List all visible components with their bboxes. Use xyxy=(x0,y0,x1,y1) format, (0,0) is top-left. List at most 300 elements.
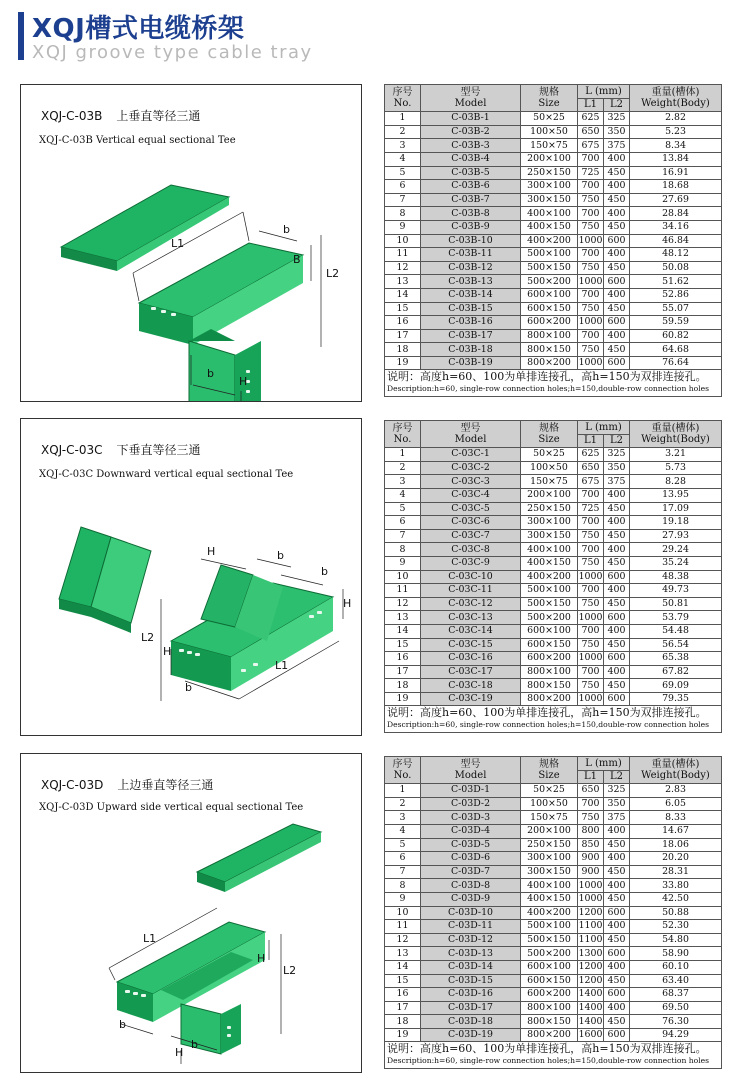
table-cell: 1400 xyxy=(578,988,603,1000)
table-cell: C-03D-4 xyxy=(421,824,521,838)
table-cell: 375 xyxy=(604,811,630,825)
table-row xyxy=(385,248,722,262)
table-cell: 900 xyxy=(578,852,604,866)
table-cell: C-03C-17 xyxy=(421,665,521,679)
table-cell: 52.30 xyxy=(630,920,722,934)
table-cell: 20.20 xyxy=(630,852,722,866)
table-row xyxy=(385,220,722,234)
table-cell: C-03D-14 xyxy=(421,960,521,974)
table-cell: 600×100 xyxy=(521,288,578,302)
table-cell: 1000 xyxy=(578,693,603,705)
table-cell: 1100 xyxy=(578,920,603,932)
table-cell: 500×100 xyxy=(521,920,578,934)
table-cell: C-03D-3 xyxy=(421,811,521,825)
table-cell: 500×100 xyxy=(521,248,578,262)
table-cell: 48.12 xyxy=(630,248,722,262)
table-cell: C-03D-2 xyxy=(421,797,521,811)
table-cell: 3 xyxy=(385,139,421,153)
table-cell: 69.50 xyxy=(630,1001,722,1015)
table-cell: 700 xyxy=(578,624,604,638)
table-cell: C-03B-8 xyxy=(421,207,521,221)
table-cell: 10 xyxy=(385,234,421,248)
table-cell: 8.33 xyxy=(630,811,722,825)
table-cell: 400×200 xyxy=(521,234,578,248)
table-cell: 100×50 xyxy=(521,461,578,475)
table-cell: 4 xyxy=(385,152,421,166)
table-cell: C-03C-15 xyxy=(421,638,521,652)
table-cell: 100×50 xyxy=(521,125,578,139)
table-row xyxy=(385,125,722,139)
table-cell: 500×150 xyxy=(521,597,578,611)
table-cell: 34.16 xyxy=(630,220,722,234)
table-row xyxy=(385,665,722,679)
page-title: XQJ槽式电缆桥架 xyxy=(32,14,245,44)
spec-table-03d: 序号 No. 型号 Model 规格 Size L (mm) 重量(槽体) Weight(Body) L1 L2 1 C-03D-1 50×25 650 325 2.83 2 C-03D-2 100×50 700 350 6.05 3 C-03D-3 150×75 750 375 8.33 4 C-03D-4 200×100 800 400 14.67 5 C-03D-5 250×150 850 450 18.06 6 C-03D-6 300×100 900 400 20.20 7 C-03D-7 300×150 900 450 28.31 8 C-03D-8 400×100 1000 400 33.80 9 C-03D-9 400×150 1000 450 42.50 10 C-03D-10 400×200 1200 600 50.88 11 C-03D-11 500×100 1100 400 52.30 12 C-03D-12 500×150 1100 450 54.80 13 C-03D-13 500×200 1300 600 58.90 14 C-03D-14 600×100 1200 400 60.10 15 C-03D-15 600×150 1200 450 63.40 16 C-03D-16 600×200 1400 600 68.37 17 C-03D-17 800×100 1400 400 69.50 18 C-03D-18 800×150 1400 450 76.30 19 C-03D-19 800×200 1600 600 94.29 说明：高度h=60、100为单排连接孔，高h=150为双排连接孔。 Description:h=60, single-row connection holes;h=150,double-row connection holes xyxy=(384,756,722,1069)
table-cell: 50.08 xyxy=(630,261,722,275)
table-row xyxy=(385,288,722,302)
dim-label: L1 xyxy=(171,237,185,250)
table-cell: C-03D-9 xyxy=(421,892,521,906)
table-cell: 725 xyxy=(578,502,604,516)
table-cell: 750 xyxy=(578,529,604,543)
table-cell: 450 xyxy=(604,343,630,357)
table-cell: 12 xyxy=(385,597,421,611)
table-cell: 1600 xyxy=(578,1029,603,1041)
table-cell: 700 xyxy=(578,543,604,557)
table-cell: 4 xyxy=(385,824,421,838)
table-row xyxy=(385,543,722,557)
table-cell: 1 xyxy=(385,112,421,126)
table-cell: 750 xyxy=(578,597,604,611)
table-cell: 625 xyxy=(578,448,604,462)
table-row xyxy=(385,892,722,906)
table-cell: 50×25 xyxy=(521,448,578,462)
table-cell: 800×100 xyxy=(521,329,578,343)
table-row xyxy=(385,516,722,530)
table-cell: 17 xyxy=(385,1001,421,1015)
diagram-panel-03b xyxy=(20,84,362,402)
table-cell: 5.23 xyxy=(630,125,722,139)
table-cell: 350 xyxy=(604,461,630,475)
table-cell: 400 xyxy=(604,180,630,194)
table-cell: 17.09 xyxy=(630,502,722,516)
table-cell: 700 xyxy=(578,329,604,343)
table-cell: 600 xyxy=(604,906,630,920)
table-cell: 500×200 xyxy=(521,947,578,961)
table-cell: C-03B-18 xyxy=(421,343,521,357)
table-cell: 14.67 xyxy=(630,824,722,838)
table-cell: 800×200 xyxy=(521,356,578,370)
table-cell: 600 xyxy=(604,356,630,370)
table-cell: 800×150 xyxy=(521,1015,578,1029)
table-row xyxy=(385,824,722,838)
table-cell: 11 xyxy=(385,584,421,598)
table-cell: C-03D-17 xyxy=(421,1001,521,1015)
table-cell: 27.93 xyxy=(630,529,722,543)
table-row xyxy=(385,865,722,879)
table-cell: 800×150 xyxy=(521,679,578,693)
table-cell: 200×100 xyxy=(521,488,578,502)
table-cell: 14 xyxy=(385,960,421,974)
table-row xyxy=(385,448,722,462)
table-cell: 675 xyxy=(578,475,604,489)
table-cell: 79.35 xyxy=(630,692,722,706)
panel-code: XQJ-C-03D 上边垂直等径三通 xyxy=(41,778,214,792)
table-cell: 750 xyxy=(578,556,604,570)
table-cell: 18 xyxy=(385,1015,421,1029)
table-cell: 600 xyxy=(604,947,630,961)
table-cell: 400 xyxy=(604,920,630,934)
table-cell: C-03C-12 xyxy=(421,597,521,611)
table-cell: 1000 xyxy=(578,570,603,582)
table-cell: 400 xyxy=(604,329,630,343)
table-cell: 625 xyxy=(578,112,604,126)
dim-label: H xyxy=(343,597,352,610)
table-cell: 750 xyxy=(578,343,604,357)
table-cell: C-03B-4 xyxy=(421,152,521,166)
table-cell: 60.82 xyxy=(630,329,722,343)
table-cell: 18 xyxy=(385,343,421,357)
table-cell: 400×150 xyxy=(521,556,578,570)
table-cell: 750 xyxy=(578,302,604,316)
table-cell: 16 xyxy=(385,652,421,666)
table-cell: 600×100 xyxy=(521,624,578,638)
diagram-panel-03d xyxy=(20,753,362,1073)
table-cell: 450 xyxy=(604,933,630,947)
table-cell: 5 xyxy=(385,502,421,516)
dim-label: H xyxy=(175,1046,184,1059)
table-row xyxy=(385,556,722,570)
table-cell: 8.28 xyxy=(630,475,722,489)
table-row xyxy=(385,139,722,153)
table-cell: 69.09 xyxy=(630,679,722,693)
tee-drawing-03d xyxy=(21,754,361,1072)
table-cell: 750 xyxy=(578,679,604,693)
table-row xyxy=(385,1015,722,1029)
table-row xyxy=(385,797,722,811)
table-cell: 13 xyxy=(385,275,421,289)
table-cell: 13 xyxy=(385,947,421,961)
table-cell: 13.84 xyxy=(630,152,722,166)
table-cell: 350 xyxy=(604,797,630,811)
table-cell: C-03B-17 xyxy=(421,329,521,343)
table-cell: 700 xyxy=(578,797,604,811)
table-cell: 400×200 xyxy=(521,906,578,920)
table-cell: 750 xyxy=(578,261,604,275)
table-row xyxy=(385,692,722,706)
table-cell: 2 xyxy=(385,461,421,475)
table-cell: 16 xyxy=(385,988,421,1002)
table-cell: 750 xyxy=(578,193,604,207)
table-row xyxy=(385,852,722,866)
table-cell: 15 xyxy=(385,974,421,988)
table-cell: 450 xyxy=(604,597,630,611)
table-cell: 1300 xyxy=(578,947,603,959)
table-body xyxy=(385,784,722,1042)
table-cell: 250×150 xyxy=(521,502,578,516)
table-cell: 50×25 xyxy=(521,784,578,798)
table-cell: C-03C-3 xyxy=(421,475,521,489)
table-row xyxy=(385,461,722,475)
header-bar xyxy=(18,12,24,60)
table-row xyxy=(385,960,722,974)
table-cell: 325 xyxy=(604,784,630,798)
table-row xyxy=(385,624,722,638)
table-cell: 850 xyxy=(578,838,604,852)
table-cell: 400×150 xyxy=(521,892,578,906)
table-cell: C-03B-3 xyxy=(421,139,521,153)
table-cell: C-03C-6 xyxy=(421,516,521,530)
table-cell: C-03C-18 xyxy=(421,679,521,693)
table-row xyxy=(385,947,722,961)
table-cell: 600 xyxy=(604,1028,630,1042)
table-cell: 51.62 xyxy=(630,275,722,289)
table-cell: 10 xyxy=(385,906,421,920)
table-row xyxy=(385,207,722,221)
table-row xyxy=(385,529,722,543)
table-cell: 9 xyxy=(385,220,421,234)
table-cell: 375 xyxy=(604,139,630,153)
table-row xyxy=(385,933,722,947)
table-row xyxy=(385,988,722,1002)
panel-name-en: XQJ-C-03B Vertical equal sectional Tee xyxy=(39,135,236,146)
table-row xyxy=(385,261,722,275)
table-cell: 5.73 xyxy=(630,461,722,475)
table-row xyxy=(385,112,722,126)
tee-drawing-03b xyxy=(21,85,361,401)
spec-table-03b: 序号 No. 型号 Model 规格 Size L (mm) 重量(槽体) Weight(Body) L1 L2 1 C-03B-1 50×25 625 325 2.82 2 C-03B-2 100×50 650 350 5.23 3 C-03B-3 150×75 675 375 8.34 4 C-03B-4 200×100 700 400 13.84 5 C-03B-5 250×150 725 450 16.91 6 C-03B-6 300×100 700 400 18.68 7 C-03B-7 300×150 750 450 27.69 8 C-03B-8 400×100 700 400 28.84 9 C-03B-9 400×150 750 450 34.16 10 C-03B-10 400×200 1000 600 46.84 11 C-03B-11 500×100 700 400 48.12 12 C-03B-12 500×150 750 450 50.08 13 C-03B-13 500×200 1000 600 51.62 14 C-03B-14 600×100 700 400 52.86 15 C-03B-15 600×150 750 450 55.07 16 C-03B-16 600×200 1000 600 59.59 17 C-03B-17 800×100 700 400 60.82 18 C-03B-18 800×150 750 450 64.68 19 C-03B-19 800×200 1000 600 76.64 说明：高度h=60、100为单排连接孔，高h=150为双排连接孔。 Description:h=60, single-row connection holes;h=150,double-row connection holes xyxy=(384,84,722,397)
table-cell: 400 xyxy=(604,824,630,838)
page-subtitle: XQJ groove type cable tray xyxy=(32,42,313,63)
table-cell: 4 xyxy=(385,488,421,502)
table-cell: 600 xyxy=(604,988,630,1002)
table-cell: 48.38 xyxy=(630,570,722,584)
table-cell: 400 xyxy=(604,207,630,221)
table-cell: 450 xyxy=(604,193,630,207)
table-cell: 3 xyxy=(385,811,421,825)
table-cell: 1200 xyxy=(578,974,603,986)
table-cell: 64.68 xyxy=(630,343,722,357)
table-cell: 450 xyxy=(604,638,630,652)
table-cell: 600×150 xyxy=(521,638,578,652)
table-cell: 5 xyxy=(385,166,421,180)
table-cell: 450 xyxy=(604,220,630,234)
table-cell: 600 xyxy=(604,652,630,666)
table-cell: 300×150 xyxy=(521,193,578,207)
table-cell: 1400 xyxy=(578,1001,603,1013)
table-cell: 600 xyxy=(604,570,630,584)
table-cell: 450 xyxy=(604,1015,630,1029)
table-cell: 600×200 xyxy=(521,316,578,330)
table-cell: C-03C-4 xyxy=(421,488,521,502)
table-cell: 150×75 xyxy=(521,139,578,153)
table-cell: 750 xyxy=(578,811,604,825)
table-cell: 54.80 xyxy=(630,933,722,947)
table-cell: 49.73 xyxy=(630,584,722,598)
table-cell: 50.81 xyxy=(630,597,722,611)
table-cell: 300×150 xyxy=(521,529,578,543)
table-cell: 67.82 xyxy=(630,665,722,679)
table-cell: 8 xyxy=(385,879,421,893)
table-row xyxy=(385,343,722,357)
dim-label: L2 xyxy=(283,964,297,977)
table-row xyxy=(385,879,722,893)
table-cell: 53.79 xyxy=(630,611,722,625)
table-body xyxy=(385,112,722,370)
table-cell: 42.50 xyxy=(630,892,722,906)
table-cell: 750 xyxy=(578,638,604,652)
panel-name-en: XQJ-C-03C Downward vertical equal sectional Tee xyxy=(39,469,294,480)
table-cell: 500×200 xyxy=(521,275,578,289)
dim-label: L1 xyxy=(143,932,157,945)
table-cell: 100×50 xyxy=(521,797,578,811)
table-cell: 450 xyxy=(604,261,630,275)
table-cell: 600×150 xyxy=(521,302,578,316)
table-cell: 450 xyxy=(604,166,630,180)
table-cell: 1000 xyxy=(578,234,603,246)
table-cell: 9 xyxy=(385,892,421,906)
table-cell: 500×150 xyxy=(521,933,578,947)
table-cell: 375 xyxy=(604,475,630,489)
table-row xyxy=(385,475,722,489)
table-row xyxy=(385,502,722,516)
dim-label: b xyxy=(185,681,192,694)
table-cell: C-03D-15 xyxy=(421,974,521,988)
dim-label: L1 xyxy=(275,659,289,672)
table-cell: 300×100 xyxy=(521,852,578,866)
table-cell: 18.68 xyxy=(630,180,722,194)
table-row xyxy=(385,152,722,166)
table-cell: 900 xyxy=(578,865,604,879)
table-cell: 6 xyxy=(385,852,421,866)
table-cell: 400 xyxy=(604,960,630,974)
panel-code: XQJ-C-03B 上垂直等径三通 xyxy=(41,109,201,123)
table-cell: 46.84 xyxy=(630,234,722,248)
table-cell: 600×200 xyxy=(521,988,578,1002)
table-cell: 450 xyxy=(604,502,630,516)
table-cell: C-03C-1 xyxy=(421,448,521,462)
table-cell: 450 xyxy=(604,865,630,879)
table-cell: 58.90 xyxy=(630,947,722,961)
table-cell: 56.54 xyxy=(630,638,722,652)
table-cell: 800×100 xyxy=(521,1001,578,1015)
table-cell: C-03C-7 xyxy=(421,529,521,543)
table-cell: 700 xyxy=(578,516,604,530)
table-cell: 500×100 xyxy=(521,584,578,598)
table-row xyxy=(385,193,722,207)
table-cell: 600 xyxy=(604,611,630,625)
table-cell: 16 xyxy=(385,316,421,330)
table-cell: 1200 xyxy=(578,906,603,918)
table-cell: 800×150 xyxy=(521,343,578,357)
table-cell: 1 xyxy=(385,448,421,462)
table-cell: 1400 xyxy=(578,1015,603,1027)
table-row xyxy=(385,302,722,316)
table-cell: 750 xyxy=(578,220,604,234)
table-cell: C-03B-16 xyxy=(421,316,521,330)
table-cell: 400×150 xyxy=(521,220,578,234)
table-cell: 28.31 xyxy=(630,865,722,879)
table-cell: 700 xyxy=(578,180,604,194)
table-cell: 1000 xyxy=(578,357,603,369)
table-cell: 8 xyxy=(385,207,421,221)
table-row xyxy=(385,652,722,666)
table-row xyxy=(385,920,722,934)
table-row xyxy=(385,906,722,920)
table-cell: 12 xyxy=(385,933,421,947)
table-cell: 700 xyxy=(578,665,604,679)
table-cell: 19 xyxy=(385,692,421,706)
dim-label: H xyxy=(163,645,172,658)
table-cell: C-03B-9 xyxy=(421,220,521,234)
table-cell: 800×100 xyxy=(521,665,578,679)
table-cell: 54.48 xyxy=(630,624,722,638)
table-cell: 800×200 xyxy=(521,692,578,706)
table-cell: 65.38 xyxy=(630,652,722,666)
table-cell: 1000 xyxy=(578,879,603,891)
table-row xyxy=(385,570,722,584)
table-cell: 11 xyxy=(385,920,421,934)
table-cell: 10 xyxy=(385,570,421,584)
table-cell: C-03D-13 xyxy=(421,947,521,961)
table-cell: 400 xyxy=(604,1001,630,1015)
table-cell: 600×100 xyxy=(521,960,578,974)
table-cell: C-03B-19 xyxy=(421,356,521,370)
table-cell: 450 xyxy=(604,679,630,693)
table-cell: 14 xyxy=(385,288,421,302)
table-cell: C-03B-7 xyxy=(421,193,521,207)
table-cell: 400 xyxy=(604,665,630,679)
table-cell: 7 xyxy=(385,865,421,879)
table-cell: 35.24 xyxy=(630,556,722,570)
table-cell: 700 xyxy=(578,584,604,598)
dim-label: b xyxy=(277,549,284,562)
table-cell: 600×200 xyxy=(521,652,578,666)
table-cell: 400×100 xyxy=(521,207,578,221)
table-cell: C-03C-8 xyxy=(421,543,521,557)
table-cell: 150×75 xyxy=(521,475,578,489)
table-cell: 800 xyxy=(578,824,604,838)
table-row xyxy=(385,974,722,988)
table-cell: 27.69 xyxy=(630,193,722,207)
table-cell: 350 xyxy=(604,125,630,139)
table-cell: 400 xyxy=(604,248,630,262)
table-cell: 50×25 xyxy=(521,112,578,126)
table-cell: 200×100 xyxy=(521,152,578,166)
dim-label: b xyxy=(191,1038,198,1051)
table-cell: 400 xyxy=(604,152,630,166)
table-cell: 400×200 xyxy=(521,570,578,584)
table-cell: 725 xyxy=(578,166,604,180)
table-cell: 76.30 xyxy=(630,1015,722,1029)
table-cell: 800×200 xyxy=(521,1028,578,1042)
table-cell: 1100 xyxy=(578,934,603,946)
table-cell: 28.84 xyxy=(630,207,722,221)
table-cell: 13.95 xyxy=(630,488,722,502)
table-cell: 700 xyxy=(578,207,604,221)
table-cell: 18 xyxy=(385,679,421,693)
table-cell: 33.80 xyxy=(630,879,722,893)
table-cell: 600 xyxy=(604,692,630,706)
table-cell: 400 xyxy=(604,488,630,502)
table-cell: 650 xyxy=(578,784,604,798)
table-row xyxy=(385,679,722,693)
table-cell: 2.83 xyxy=(630,784,722,798)
table-row xyxy=(385,166,722,180)
table-cell: C-03D-10 xyxy=(421,906,521,920)
table-row xyxy=(385,811,722,825)
table-cell: 19 xyxy=(385,1028,421,1042)
